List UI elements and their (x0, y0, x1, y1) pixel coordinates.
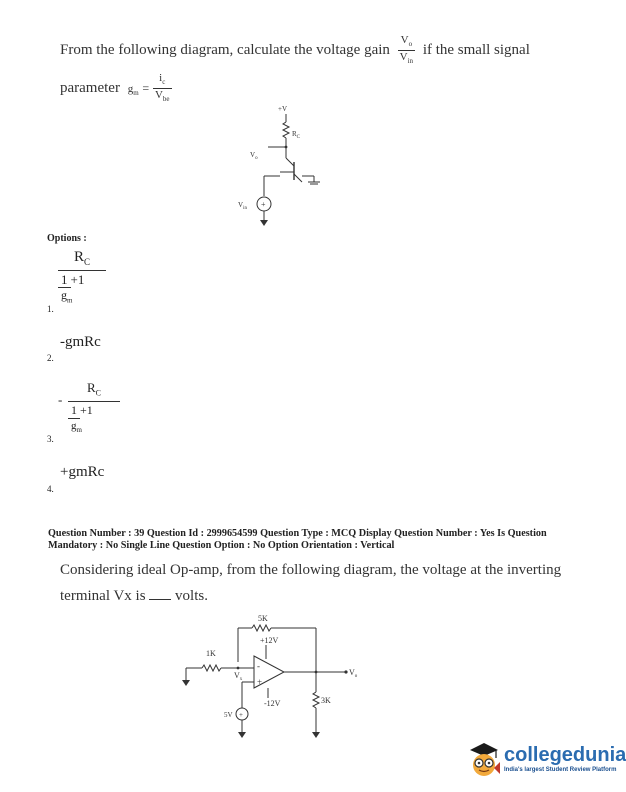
question-1-line-2 (60, 72, 172, 105)
equals-sign: = (142, 81, 150, 96)
gm-symbol: g (127, 83, 134, 96)
option-1-gm: g (61, 288, 67, 302)
option-3-expression[interactable] (68, 380, 120, 438)
plus12v-label: +12V (260, 636, 279, 645)
ground-symbol-2 (260, 220, 268, 226)
param-denominator-sub: be (162, 95, 170, 104)
question-1-line-1 (60, 34, 530, 67)
feedback-resistor (252, 625, 271, 631)
vo-output-label: $V_o$ (349, 668, 358, 679)
param-numerator: i (159, 72, 163, 84)
option-1-gm-sub: m (67, 296, 73, 305)
param-label: parameter (60, 80, 120, 97)
graduate-mascot-icon (466, 738, 502, 778)
metadata-line-2: Mandatory : No Single Line Question Option : No Option Orientation : Vertical (48, 540, 395, 551)
collector-resistor (283, 122, 289, 138)
option-3-gm-sub: m (76, 425, 82, 434)
r3k-label: 3K (321, 696, 331, 705)
option-4-number: 4. (47, 484, 54, 494)
param-numerator-sub: c (162, 78, 166, 87)
svg-text:+: + (261, 200, 266, 209)
question-2-line-2b: volts. (175, 588, 208, 604)
gm-fraction (153, 72, 172, 105)
ground-symbol-5 (312, 732, 320, 738)
options-title: Options : (47, 233, 87, 244)
option-1-rc-sub: C (84, 257, 91, 267)
question-2-line-2 (60, 583, 561, 609)
metadata-line-1: Question Number : 39 Question Id : 2999654599 Question Type : MCQ Display Question Number : Yes Is Question (48, 528, 547, 539)
vin-label: $V_{in}$ (238, 201, 247, 211)
question-2-line-2a: terminal Vx is (60, 588, 146, 604)
input-resistor (202, 665, 221, 671)
question-2-line-1: Considering ideal Op-amp, from the following diagram, the voltage at the inverting (60, 562, 562, 578)
question-1-text-after: if the small signal (422, 42, 530, 59)
brand-tagline: India's largest Student Review Platform (504, 766, 617, 773)
param-denominator: V (154, 89, 163, 102)
question-1-text-before: From the following diagram, calculate the voltage gain (60, 42, 390, 59)
option-2-number: 2. (47, 353, 54, 363)
vx-label: $V_x$ (234, 671, 243, 682)
opamp-circuit-diagram (180, 612, 360, 754)
collegedunia-logo[interactable] (466, 738, 626, 778)
voltage-gain-fraction (398, 34, 415, 67)
vo-label: $V_o$ (250, 151, 258, 161)
option-1-one: 1 (58, 272, 71, 288)
ground-symbol-4 (238, 732, 246, 738)
svg-text:+: + (239, 711, 243, 719)
gain-denominator-sub: in (407, 57, 414, 66)
option-3-number: 3. (47, 434, 54, 444)
supply-label: +V (278, 105, 288, 113)
option-2-expression[interactable]: -gmRc (60, 334, 101, 350)
brand-name: collegedunia (504, 743, 626, 766)
option-3-rc-sub: C (95, 388, 101, 398)
minus12v-label: -12V (264, 699, 281, 708)
r5k-label: 5K (258, 614, 268, 623)
option-1-plus: +1 (70, 272, 85, 287)
option-3-minus: - (58, 392, 63, 407)
r1k-label: 1K (206, 649, 216, 658)
load-resistor (313, 692, 319, 708)
option-3-gm: g (71, 419, 77, 432)
option-1-number: 1. (47, 304, 54, 314)
gm-sub: m (133, 89, 139, 98)
option-3-plus: +1 (80, 402, 93, 417)
inverting-sign: - (257, 661, 260, 671)
gain-numerator: V (400, 34, 409, 46)
answer-blank (149, 599, 171, 600)
transistor-circuit-diagram (220, 100, 340, 232)
ground-symbol-3 (182, 680, 190, 686)
gain-numerator-sub: o (408, 40, 413, 49)
v5-label: 5V (224, 711, 233, 719)
rc-label: $R_C$ (292, 130, 301, 140)
option-1-rc: R (73, 249, 84, 265)
gain-denominator: V (399, 51, 408, 64)
question-2-text (60, 557, 561, 609)
option-4-expression[interactable]: +gmRc (60, 464, 105, 480)
option-3-one: 1 (68, 403, 80, 419)
question-metadata (48, 528, 588, 552)
option-3-rc: R (86, 380, 96, 395)
noninverting-sign: + (257, 677, 263, 687)
option-1-expression[interactable] (58, 250, 106, 308)
